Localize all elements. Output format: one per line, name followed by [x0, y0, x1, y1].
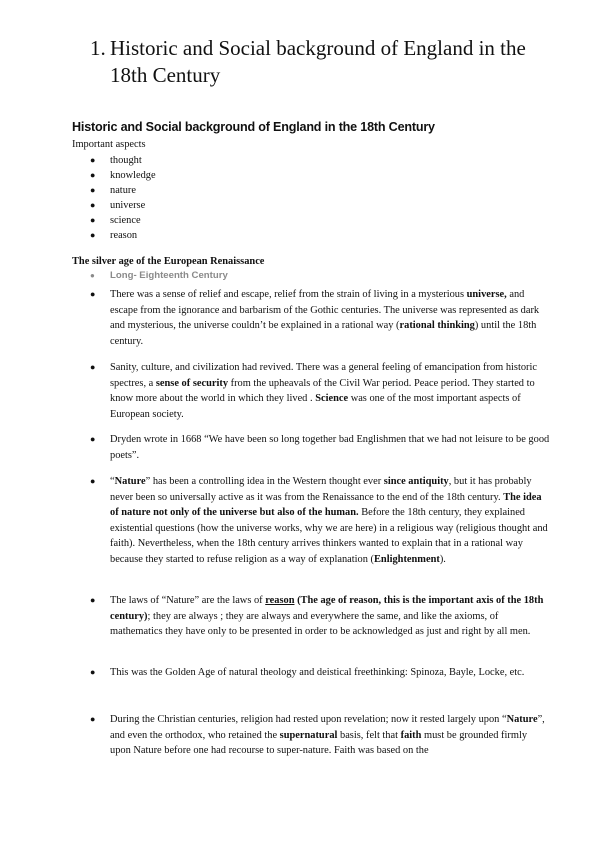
list-item: ● science	[90, 215, 141, 226]
list-item: ● universe	[90, 200, 146, 211]
list-item: ● knowledge	[90, 170, 156, 181]
bullet-icon: ●	[90, 271, 95, 280]
paragraph-golden-age: ● This was the Golden Age of natural theology and deistical freethinking: Spinoza, Bayle, Locke, etc.	[90, 665, 550, 681]
paragraph-sanity: ● Sanity, culture, and civilization had revived. There was a general feeling of emancipation from historic spectres, a sense of security from the upheavals of the Civil War period. Peace period. They started to know more about the world in which they lived . Science was one of the most important aspects of European society.	[90, 362, 538, 420]
title-number: 1.	[90, 36, 106, 60]
bullet-icon: ●	[90, 714, 96, 724]
bullet-icon: ●	[90, 215, 96, 225]
bullet-icon: ●	[90, 230, 96, 240]
paragraph-relief: ● There was a sense of relief and escape, relief from the strain of living in a mysterious universe, and escape from the ignorance and barbarism of the Gothic centuries. The universe was represented as dark and mysterious, the universe couldn’t be explained in a rational way (rational thinking) until the 18th century.	[90, 289, 540, 347]
aspects-list	[90, 153, 156, 243]
bullet-icon: ●	[90, 476, 96, 486]
paragraph-dryden: ● Dryden wrote in 1668 “We have been so long together bad Englishmen that we had not leisure to be good poets”.	[90, 434, 550, 461]
title-text: Historic and Social background of England in the 18th Century	[110, 36, 526, 87]
renaissance-heading: The silver age of the European Renaissance	[72, 256, 265, 267]
list-item: ● thought	[90, 155, 142, 166]
paragraph-nature: ● “Nature” has been a controlling idea in the Western thought ever since antiquity, but it has probably never been so universally active as it was from the Renaissance to the end of the 18th century. The idea of nature not only of the universe but also of the human. Before the 18th century, they explained existential questions (how the universe works, why we are here) in a religious way (religious thought and faith). Nevertheless, when the 18th century arrives thinkers wanted to explain that in a rational way because they started to refuse religion as a way of explanation (Enlightenment).	[90, 476, 548, 565]
sub-item	[90, 270, 228, 281]
aspects-label: Important aspects	[72, 139, 146, 150]
section-heading: Historic and Social background of England in the 18th Century	[72, 120, 435, 134]
page-title	[90, 35, 550, 89]
bullet-icon: ●	[90, 200, 96, 210]
bullet-icon: ●	[90, 434, 96, 444]
bullet-icon: ●	[90, 185, 96, 195]
bullet-icon: ●	[90, 595, 96, 605]
bullet-icon: ●	[90, 155, 96, 165]
paragraph-christian: ● During the Christian centuries, religion had rested upon revelation; now it rested largely upon “Nature”, and even the orthodox, who retained the supernatural basis, felt that faith must be grounded firmly upon Nature before one had recourse to super-nature. Faith was based on the	[90, 714, 545, 756]
bullet-icon: ●	[90, 289, 96, 299]
bullet-icon: ●	[90, 667, 96, 677]
list-item: ● reason	[90, 230, 138, 241]
paragraph-laws: ● The laws of “Nature” are the laws of reason (The age of reason, this is the important axis of the 18th century); they are always ; they are always and everywhere the same, and like the axioms, of mathematics they have only to be presented in order to be acknowledged as just and right by all men.	[90, 595, 544, 637]
sub-item-label: Long- Eighteenth Century	[110, 270, 228, 281]
bullet-icon: ●	[90, 362, 96, 372]
list-item: ● nature	[90, 185, 136, 196]
bullet-icon: ●	[90, 170, 96, 180]
